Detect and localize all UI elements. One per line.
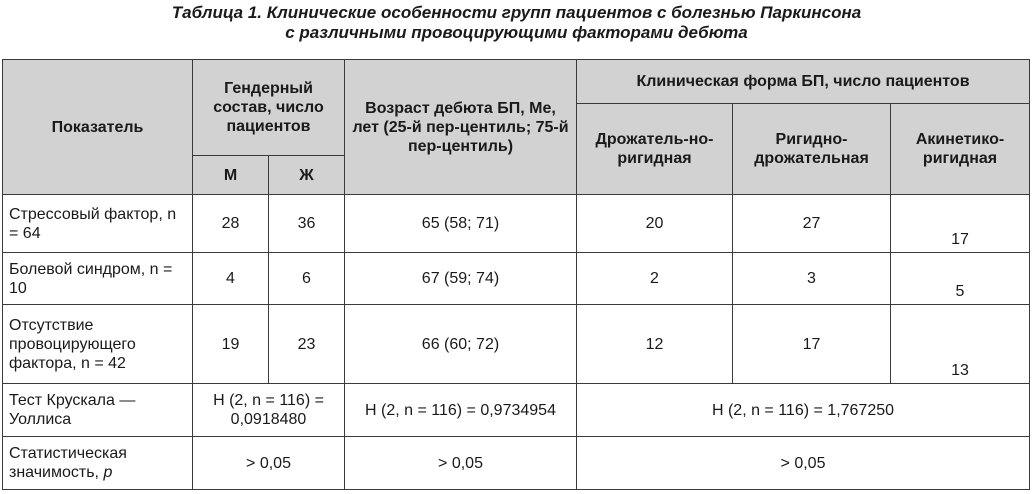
- significance-row: [3, 437, 1030, 490]
- header-age: Возраст дебюта БП, Ме, лет (25-й пер-центиль; 75-й пер-центиль): [345, 60, 577, 195]
- cell-age: 66 (60; 72): [345, 305, 577, 384]
- cell-age: 67 (59; 74): [345, 253, 577, 305]
- cell-male: 28: [193, 195, 269, 253]
- kruskal-age: H (2, n = 116) = 0,9734954: [345, 384, 577, 437]
- cell-form3: 5: [891, 253, 1030, 305]
- row-label: Стрессовый фактор, n = 64: [3, 195, 193, 253]
- caption-line-2: с различными провоцирующими факторами дебюта: [285, 23, 748, 42]
- significance-clinical: > 0,05: [577, 437, 1030, 490]
- cell-female: 6: [269, 253, 345, 305]
- table-row: [3, 253, 1030, 305]
- significance-p: p: [103, 464, 113, 481]
- kruskal-clinical: H (2, n = 116) = 1,767250: [577, 384, 1030, 437]
- header-male: М: [193, 156, 269, 195]
- cell-form2: 27: [733, 195, 891, 253]
- header-female: Ж: [269, 156, 345, 195]
- header-gender: Гендерный состав, число пациентов: [193, 60, 345, 156]
- cell-form1: 2: [577, 253, 733, 305]
- cell-form3: 13: [891, 305, 1030, 384]
- significance-age: > 0,05: [345, 437, 577, 490]
- significance-gender: > 0,05: [193, 437, 345, 490]
- header-form-akinetic-rigid: Акинетико-ригидная: [891, 104, 1030, 195]
- cell-form1: 20: [577, 195, 733, 253]
- header-row-1: [3, 60, 1030, 104]
- caption-line-1: Таблица 1. Клинические особенности групп пациентов с болезнью Паркинсона: [171, 3, 862, 22]
- cell-form2: 17: [733, 305, 891, 384]
- table-row: [3, 305, 1030, 384]
- cell-form1: 12: [577, 305, 733, 384]
- row-label: Болевой синдром, n = 10: [3, 253, 193, 305]
- kruskal-label: Тест Крускала — Уоллиса: [3, 384, 193, 437]
- header-clinical-form: Клиническая форма БП, число пациентов: [577, 60, 1030, 104]
- clinical-features-table: [2, 59, 1030, 490]
- kruskal-row: [3, 384, 1030, 437]
- significance-label: [3, 437, 193, 490]
- table-row: [3, 195, 1030, 253]
- significance-label-text: Статистическая значимость,: [9, 445, 127, 481]
- cell-female: 23: [269, 305, 345, 384]
- header-indicator: Показатель: [3, 60, 193, 195]
- cell-form3: 17: [891, 195, 1030, 253]
- table-caption: [0, 0, 1033, 56]
- kruskal-gender: H (2, n = 116) = 0,0918480: [193, 384, 345, 437]
- row-label: Отсутствие провоцирующего фактора, n = 42: [3, 305, 193, 384]
- cell-age: 65 (58; 71): [345, 195, 577, 253]
- header-form-rigid-tremor: Ригидно-дрожательная: [733, 104, 891, 195]
- cell-male: 19: [193, 305, 269, 384]
- cell-form2: 3: [733, 253, 891, 305]
- cell-female: 36: [269, 195, 345, 253]
- cell-male: 4: [193, 253, 269, 305]
- header-form-tremor-rigid: Дрожатель-но-ригидная: [577, 104, 733, 195]
